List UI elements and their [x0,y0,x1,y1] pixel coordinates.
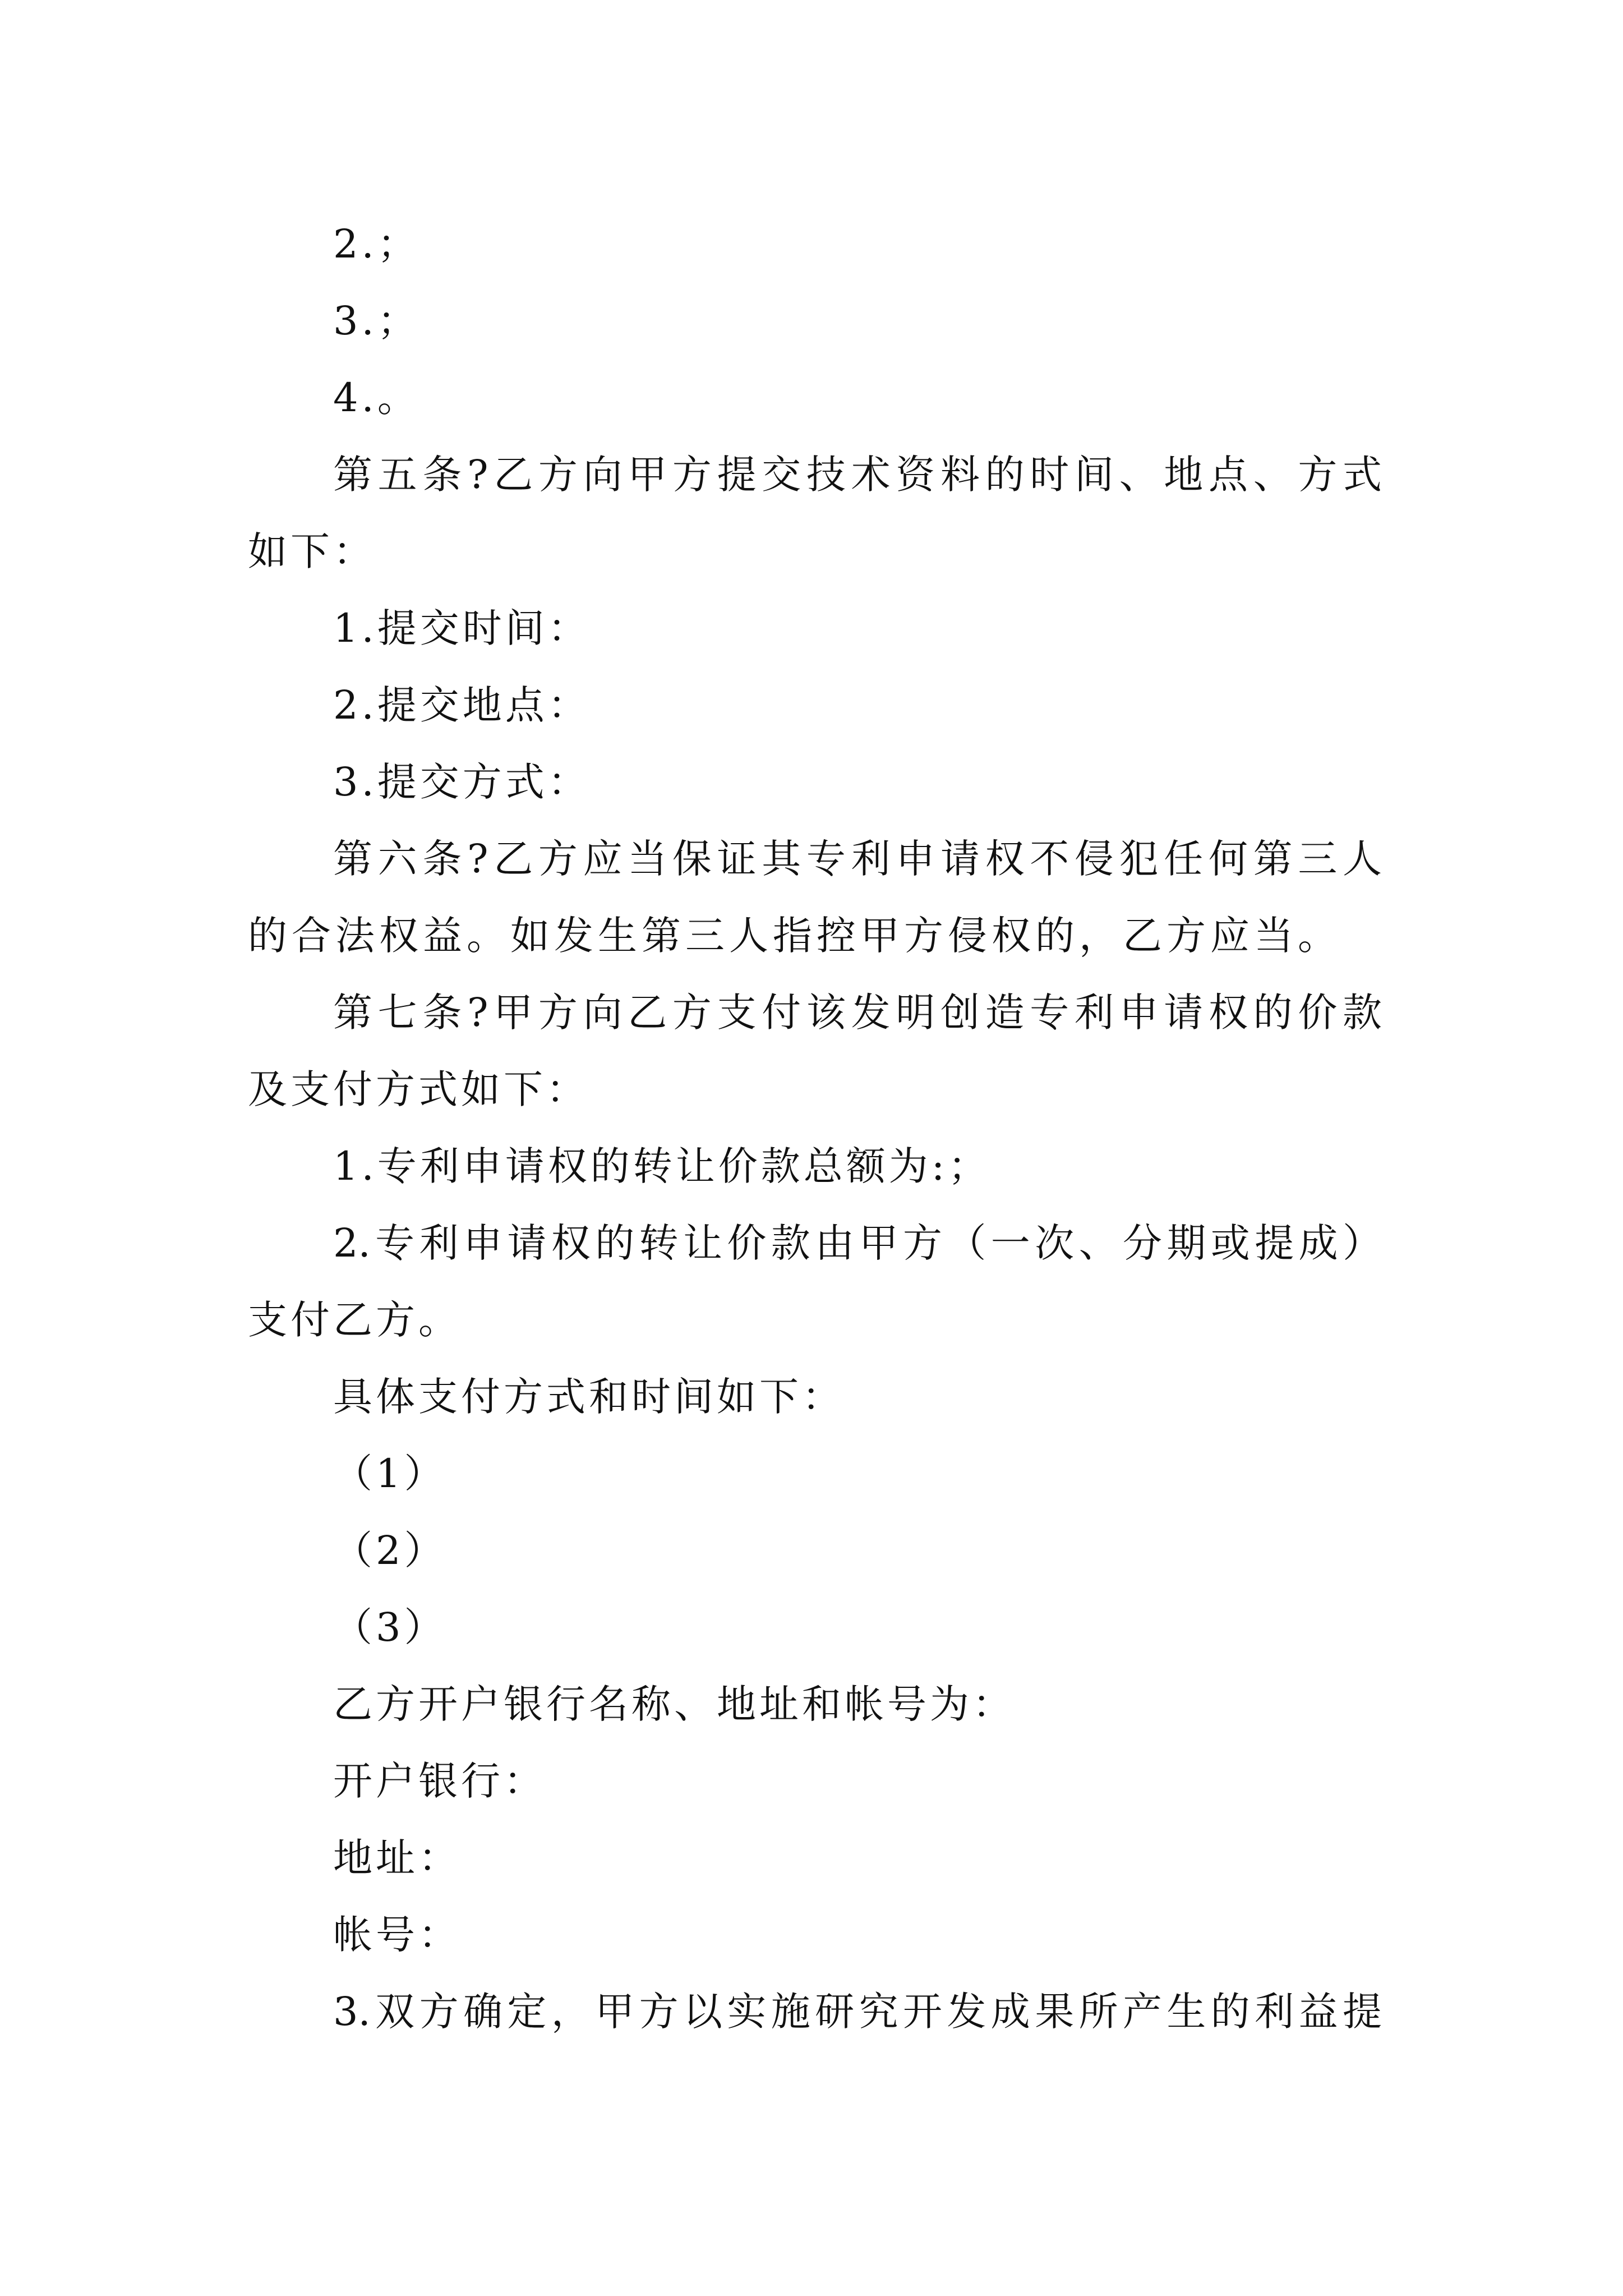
bank-name-field: 开户银行： [333,1758,546,1804]
submit-time-item: 1.提交时间： [333,605,591,651]
bank-info-heading: 乙方开户银行名称、地址和帐号为： [333,1681,1015,1727]
bank-account-field: 帐号： [333,1912,461,1958]
payment-method-item-line-2: 支付乙方。 [248,1297,461,1343]
benefit-share-item: 3.双方确定，甲方以实施研究开发成果所产生的利益提 [333,1989,1382,2035]
payment-details-heading: 具体支付方式和时间如下： [333,1374,845,1420]
submit-method-item: 3.提交方式： [333,759,591,805]
list-item-3: 3.； [333,298,420,344]
payment-detail-2: （2） [333,1527,447,1573]
article-6-line-2: 的合法权益。如发生第三人指控甲方侵权的，乙方应当。 [248,913,1341,959]
payment-method-item-line-1: 2.专利申请权的转让价款由甲方（一次、分期或提成） [333,1220,1382,1266]
bank-address-field: 地址： [333,1835,461,1881]
list-item-4: 4.。 [333,375,420,421]
article-7-line-2: 及支付方式如下： [248,1066,589,1112]
article-6-line-1: 第六条?乙方应当保证其专利申请权不侵犯任何第三人 [333,836,1382,882]
list-item-2: 2.； [333,221,420,267]
payment-total-item: 1.专利申请权的转让价款总额为:； [333,1143,991,1189]
payment-detail-1: （1） [333,1451,447,1497]
article-7-line-1: 第七条?甲方向乙方支付该发明创造专利申请权的价款 [333,990,1382,1036]
article-5-heading-line-1: 第五条?乙方向甲方提交技术资料的时间、地点、方式 [333,452,1382,498]
payment-detail-3: （3） [333,1604,447,1650]
article-5-heading-line-2: 如下： [248,528,376,574]
submit-place-item: 2.提交地点： [333,682,591,728]
